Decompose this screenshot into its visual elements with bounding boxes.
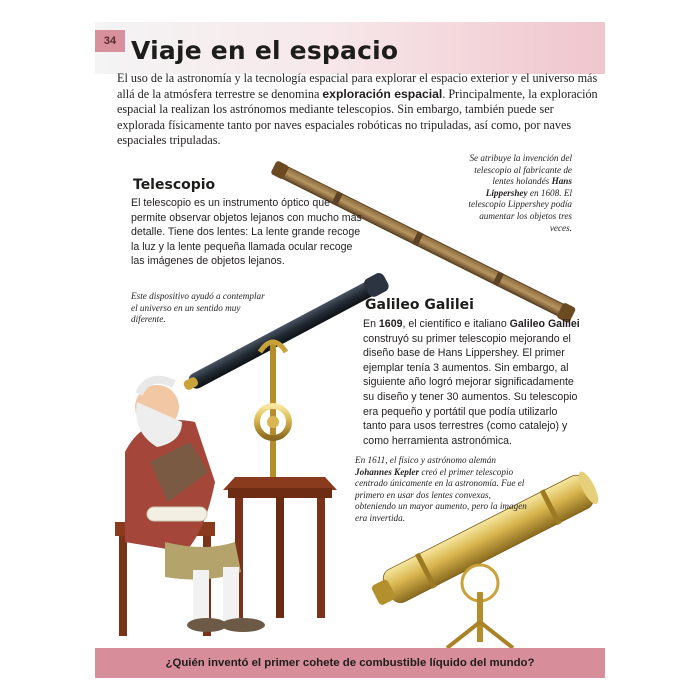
intro-text-1: El uso de la astronomía y la tecnología espacial para explorar el espacio exterior y el universo más allá de la atmósfera terrestre se denomina	[117, 71, 598, 101]
kepler-caption	[355, 455, 533, 525]
galileo-name: Galileo Galilei	[509, 318, 580, 330]
galileo-text-rest: construyó su primer telescopio mejorando el diseño base de Hans Lippershey. El primer ejemplar tenía 3 aumentos. Sin embargo, al siguiente año logró mejorar significadamente su diseño y tener 30 aumentos. Su telescopio era pequeño y portátil que podía utilizarlo tanto para usos terrestres (como catalejo) y como herramienta astronómica.	[363, 332, 578, 447]
intro-keyword: exploración espacial	[322, 86, 443, 101]
galileo-text-mid: , el científico e italiano	[402, 318, 510, 330]
galileo-paragraph	[363, 317, 581, 448]
intro-text-2: . Principalmente, la exploración espacial la realizan los astrónomos mediante telescopios. Sin embargo, también puede ser explorada físicamente tanto por naves espaciales robóticas no tripuladas, así como, por naves espaciales tripuladas.	[117, 86, 598, 148]
page-number: 34	[95, 30, 125, 52]
kepler-caption-name: Johannes Kepler	[355, 466, 420, 477]
kepler-caption-text-2: creó el primer telescopio centrado únicamente en la astronomía. Fue el primero en usar dos lentes convexas, obteniendo un mayor aumento, pero la imagen era invertida.	[355, 466, 527, 523]
kepler-caption-text-1: En 1611, el físico y astrónomo alemán	[355, 455, 496, 465]
footer-question: ¿Quién inventó el primer cohete de combustible líquido del mundo?	[165, 657, 535, 669]
galileo-text-pre: En	[363, 318, 379, 330]
lippershey-caption-text-2: en 1608. El telescopio Lippershey podía aumentar los objetos tres veces.	[468, 187, 572, 233]
footer-banner	[95, 648, 605, 678]
lippershey-caption-name: Hans Lippershey	[485, 176, 572, 198]
telescopio-heading: Telescopio	[133, 177, 216, 193]
lippershey-caption-text-1: Se atribuye la invención del telescopio al fabricante de lentes holandés	[469, 153, 572, 187]
telescopio-paragraph: El telescopio es un instrumento óptico que permite observar objetos lejanos con mucho más detalle. Tiene dos lentes: La lente grande recoge la luz y la lente pequeña llamada ocular recoge las imágenes de objetos lejanos.	[131, 197, 362, 268]
galileo-year: 1609	[378, 318, 403, 330]
lippershey-caption	[458, 153, 572, 234]
page-title: Viaje en el espacio	[131, 36, 399, 65]
galileo-heading: Galileo Galilei	[365, 297, 474, 313]
galileo-device-caption: Este dispositivo ayudó a contemplar el universo en un sentido muy diferente.	[131, 291, 265, 325]
book-page	[95, 22, 605, 680]
